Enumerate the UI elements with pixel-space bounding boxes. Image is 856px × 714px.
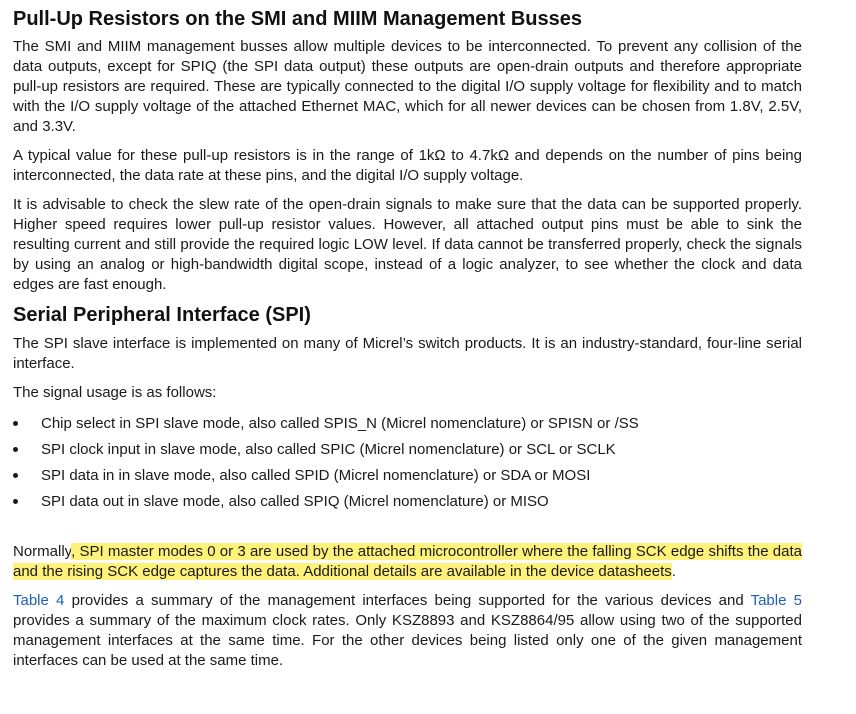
spi-modes-lead: Normally	[13, 543, 72, 560]
paragraph-smi-miim-intro: The SMI and MIIM management busses allow multiple devices to be interconnected. To prevent any collision of the data outputs, except for SPIQ (the SPI data output) these outputs are open-drain outputs and therefore appropriate pull-up resistors are required. These are typically connected to the digital I/O supply voltage for flexibility and to match with the I/O supply voltage of the attached Ethernet MAC, which for all newer devices can be chosen from 1.8V, 2.5V, and 3.3V.	[13, 38, 802, 135]
table-summary-mid: provides a summary of the management interfaces being supported for the various devices and	[64, 592, 751, 609]
list-item	[13, 492, 802, 512]
table-4-link[interactable]: Table 4	[13, 592, 65, 609]
bullet-icon	[13, 447, 18, 452]
section-heading-pull-up-resistors: Pull-Up Resistors on the SMI and MIIM Management Busses	[13, 8, 582, 30]
highlighted-text: , SPI master modes 0 or 3 are used by the attached microcontroller where the falling SCK edge shifts the data and the rising SCK edge captures the data. Additional details are available in the device datasheets	[13, 543, 802, 580]
list-item-text: Chip select in SPI slave mode, also called SPIS_N (Micrel nomenclature) or SPISN or /SS	[41, 415, 639, 432]
spi-modes-tail: .	[671, 563, 676, 580]
list-item	[13, 440, 802, 460]
bullet-icon	[13, 473, 18, 478]
paragraph-signal-usage: The signal usage is as follows:	[13, 384, 217, 401]
paragraph-spi-intro: The SPI slave interface is implemented on many of Micrel’s switch products. It is an industry-standard, four-line serial interface.	[13, 335, 802, 372]
paragraph-typical-value: A typical value for these pull-up resistors is in the range of 1kΩ to 4.7kΩ and depends on the number of pins being interconnected, the data rate at these pins, and the digital I/O supply voltage.	[13, 147, 802, 184]
paragraph-slew-rate: It is advisable to check the slew rate of the open-drain signals to make sure that the data can be supported properly. Higher speed requires lower pull-up resistor values. However, all attached output pins must be able to sink the resulting current and still provide the required logic LOW level. If data cannot be transferred properly, check the signals by using an analog or high-bandwidth digital scope, instead of a logic analyzer, to see whether the clock and data edges are fast enough.	[13, 196, 802, 293]
list-item-text: SPI data out in slave mode, also called SPIQ (Micrel nomenclature) or MISO	[41, 493, 549, 510]
list-item	[13, 414, 802, 434]
list-item	[13, 466, 802, 486]
paragraph-table-summary	[13, 591, 802, 671]
paragraph-spi-modes	[13, 542, 802, 582]
list-item-text: SPI data in in slave mode, also called SPID (Micrel nomenclature) or SDA or MOSI	[41, 467, 591, 484]
bullet-icon	[13, 499, 18, 504]
bullet-icon	[13, 421, 18, 426]
list-item-text: SPI clock input in slave mode, also called SPIC (Micrel nomenclature) or SCL or SCLK	[41, 441, 616, 458]
table-5-link[interactable]: Table 5	[750, 592, 802, 609]
signal-list	[13, 414, 802, 512]
section-heading-spi: Serial Peripheral Interface (SPI)	[13, 304, 311, 326]
table-summary-tail: provides a summary of the maximum clock rates. Only KSZ8893 and KSZ8864/95 allow using two of the supported management interfaces at the same time. For the other devices being listed only one of the given management interfaces can be used at the same time.	[13, 612, 802, 669]
